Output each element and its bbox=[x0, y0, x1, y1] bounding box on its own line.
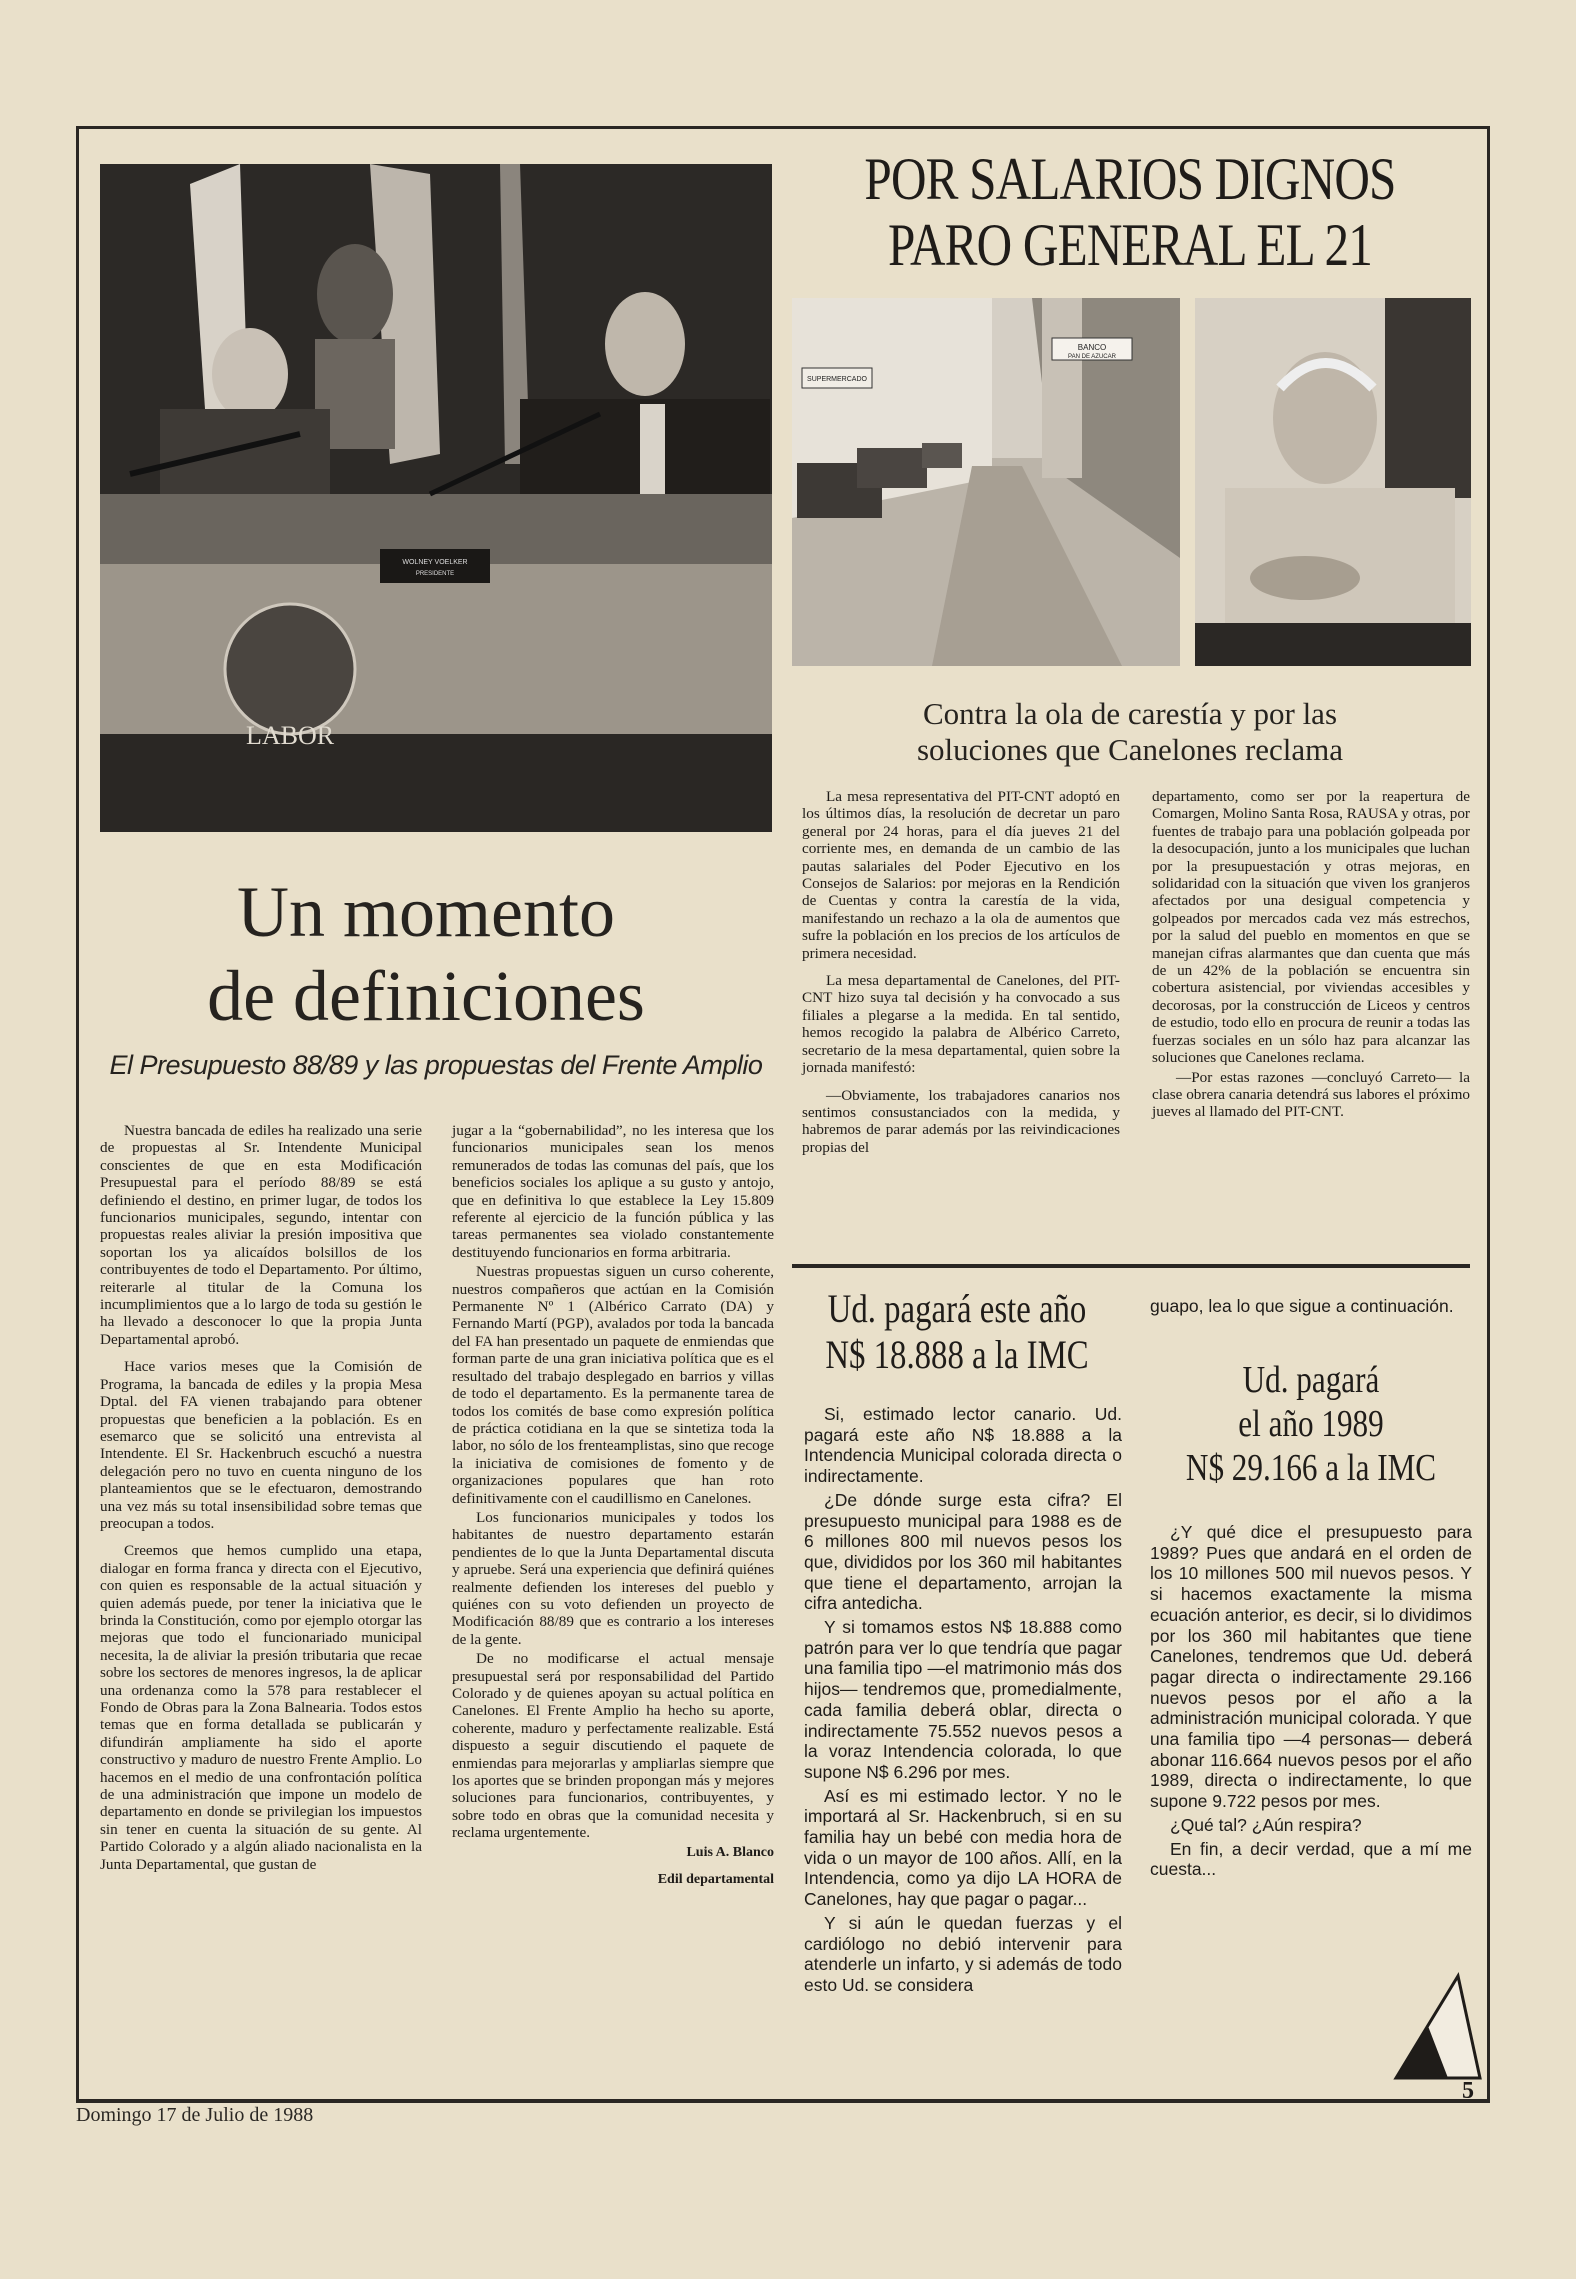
section-divider bbox=[792, 1264, 1470, 1268]
signature-name: Luis A. Blanco bbox=[686, 1844, 774, 1860]
strike-article-col2 bbox=[1152, 788, 1470, 1131]
strike-subheadline bbox=[790, 696, 1470, 768]
market-sign: SUPERMERCADO bbox=[807, 376, 867, 383]
tax-headline bbox=[822, 1286, 1093, 1378]
paragraph: Y si aún le quedan fuerzas y el cardiólogo no debió intervenir para atenderle un infarto, y si además de todo esto Ud. se considera bbox=[804, 1912, 1122, 1995]
paragraph: Y si tomamos estos N$ 18.888 como patrón para ver lo que tendría que pagar una familia tipo —el matrimonio más dos hijos— tendremos que, promedialmente, cada familia deberá oblar, directa o indirectamente 75.552 nuevos pesos a la voraz Intendencia colorada, lo que supone N$ 6.296 por mes. bbox=[804, 1617, 1122, 1782]
folded-corner-graphic bbox=[1388, 1966, 1484, 2086]
paragraph: Si, estimado lector canario. Ud. pagará este año N$ 18.888 a la Intendencia Municipal colorada directa o indirectamente. bbox=[804, 1404, 1122, 1487]
strike-subheadline-line2: soluciones que Canelones reclama bbox=[916, 732, 1344, 767]
paragraph: Nuestras propuestas siguen un curso coherente, nuestros compañeros que actúan en la Comisión Permanente Nº 1 (Albérico Carrato (DA) y Fernando Martí (PGP), avalados por toda la bancada del FA han presentado un paquete de enmiendas que forman parte de una gran iniciativa política que es el resultado del trabajo desplegado en barrios y villas de todo el departamento. Es la permanente tarea de todos los comités de base como expresión política de práctica cotidiana en la que se sintetiza toda la labor, no sólo de los frenteamplistas, sino que recoge la iniciativa de comisiones de fomento y de organizaciones populares que han roto definitivamente con el caudillismo en Canelones. bbox=[452, 1263, 774, 1507]
paragraph: guapo, lea lo que sigue a continuación. bbox=[1150, 1296, 1454, 1316]
bank-sign: BANCO bbox=[1077, 343, 1107, 352]
tax-article-col1 bbox=[804, 1404, 1122, 1999]
strike-headline-line2: PARO GENERAL EL 21 bbox=[887, 212, 1373, 278]
council-photo bbox=[100, 164, 772, 832]
page-date: Domingo 17 de Julio de 1988 bbox=[76, 2104, 314, 2126]
tax-1989-headline-line1: Ud. pagará bbox=[1242, 1359, 1380, 1401]
tax-1989-col bbox=[1150, 1522, 1472, 1883]
bank-sign-sub: PAN DE AZUCAR bbox=[1068, 354, 1116, 360]
street-photo bbox=[792, 298, 1180, 666]
tax-1989-headline bbox=[1179, 1358, 1443, 1490]
footer-rule bbox=[76, 2100, 1490, 2103]
tax-article-col2 bbox=[1150, 1296, 1472, 1320]
strike-headline bbox=[851, 146, 1409, 278]
budget-headline-line2: de definiciones bbox=[207, 956, 645, 1036]
paragraph: ¿Y qué dice el presupuesto para 1989? Pues que andará en el orden de los 10 millones 500 mil nuevos pesos. Y si hacemos exactamente la misma ecuación anterior, es decir, si lo dividimos por los 360 mil habitantes que tiene Canelones, tendremos que Ud. deberá pagar directa o indirectamente 29.166 nuevos pesos por el año a la administración municipal colorada. Y que una familia tipo —4 personas— deberá abonar 116.664 nuevos pesos por el año 1989, directa o indirectamente, lo que supone 9.722 pesos por mes. bbox=[1150, 1522, 1472, 1812]
desk-emblem-text: LABOR bbox=[245, 721, 335, 750]
paragraph: jugar a la “gobernabilidad”, no les interesa que los funcionarios municipales sean los menos remunerados de todas las comunas del país, que los beneficios sociales los aplique a su gusto y antojo, que en definitiva lo que establece la Ley 15.809 referente al ejercicio de la función pública y las tareas permanentes sea violado constantemente destituyendo funcionarios en forma arbitraria. bbox=[452, 1122, 774, 1261]
budget-subheadline: El Presupuesto 88/89 y las propuestas del Frente Amplio bbox=[109, 1050, 763, 1080]
tax-headline-line1: Ud. pagará este año bbox=[827, 1286, 1087, 1331]
page-number: 5 bbox=[1462, 2078, 1474, 2104]
budget-headline-line1: Un momento bbox=[237, 872, 615, 952]
paragraph: Nuestra bancada de ediles ha realizado una serie de propuestas al Sr. Intendente Municipal conscientes de que en esta Modificación Presupuestal para el período 88/89 se está definiendo el destino, en primer lugar, de todos los funcionarios municipales, segundo, intentar con propuestas reales aliviar la presión impositiva que soportan los ya alicaídos bolsillos de los contribuyentes de todo el Departamento. Por último, reiterarle al titular de la Comuna los incumplimientos que a lo largo de toda su gestión le ha llevado a desconocer lo que la propia Junta Departamental aprobó. bbox=[100, 1122, 422, 1348]
budget-article-col2 bbox=[452, 1122, 774, 1898]
strike-article-col1 bbox=[802, 788, 1120, 1166]
paragraph: Así es mi estimado lector. Y no le importará al Sr. Hackenbruch, si en su familia hay un bebé con media hora de vida o un mayor de 100 años. Allí, en la Intendencia, como ya dijo LA HORA de Canelones, hay que pagar o pagar... bbox=[804, 1785, 1122, 1910]
budget-article-col1 bbox=[100, 1122, 422, 1883]
paragraph: En fin, a decir verdad, que a mí me cuesta... bbox=[1150, 1838, 1472, 1880]
paragraph: —Por estas razones —concluyó Carreto— la clase obrera canaria detendrá sus labores el próximo jueves al llamado del PIT-CNT. bbox=[1152, 1068, 1470, 1121]
paragraph: Los funcionarios municipales y todos los habitantes de nuestro departamento estarán pendientes de lo que la Junta Departamental discuta y apruebe. Será una experiencia que definirá quiénes realmente defienden los intereses del pueblo y quiénes con su voto defienden un proyecto de Modificación 88/89 que es contrario a los intereses de la gente. bbox=[452, 1508, 774, 1648]
nameplate-role: PRESIDENTE bbox=[415, 571, 455, 577]
signature-role: Edil departamental bbox=[657, 1871, 774, 1887]
portrait-photo bbox=[1195, 298, 1471, 666]
paragraph: Creemos que hemos cumplido una etapa, dialogar en forma franca y directa con el Ejecutivo, con quien es responsable de la actual situación y quien además puede, por tener la iniciativa que le brinda la Constitución, como por ejemplo otorgar las mejoras que todo el funcionariado municipal necesita, la de aliviar la presión tributaria que recae sobre los sectores de menores ingresos, la de aplicar una ordenanza como la 578 para restablecer el Fondo de Obras para la Zona Balnearia. Todos estos temas que en forma detallada se publicarán y difundirán ampliamente ha sido el aporte constructivo y maduro de nuestro Frente Amplio. Lo hacemos en el medio de una confrontación política de una administración que impone un modelo de departamento en donde se privilegian los impuestos sin tener en cuenta la situación de su gente. Al Partido Colorado y a algún aliado nacionalista en la Junta Departamental, que gustan de bbox=[100, 1542, 422, 1873]
paragraph: La mesa departamental de Canelones, del PIT-CNT hizo suya tal decisión y ha convocado a sus filiales a plegarse a la medida. En tal sentido, hemos recogido la palabra de Albérico Carreto, secretario de la mesa departamental, quien sobre la jornada manifestó: bbox=[802, 972, 1120, 1077]
paragraph: La mesa representativa del PIT-CNT adoptó en los últimos días, la resolución de decretar un paro general por 24 horas, para el día jueves 21 del corriente mes, en demanda de un cambio de las pautas salariales del Poder Ejecutivo en los Consejos de Salarios: por mejoras en la Rendición de Cuentas y contra la carestía de la vida, manifestando un rechazo a la ola de aumentos que sufre la población en los precios de los artículos de primera necesidad. bbox=[802, 788, 1120, 962]
paragraph: ¿De dónde surge esta cifra? El presupuesto municipal para 1988 es de 6 millones 800 mil nuevos pesos los que, divididos por los 360 mil habitantes que tiene el departamento, arrojan la cifra antedicha. bbox=[804, 1489, 1122, 1614]
tax-headline-line2: N$ 18.888 a la IMC bbox=[825, 1332, 1089, 1377]
tax-1989-headline-line3: N$ 29.166 a la IMC bbox=[1185, 1447, 1437, 1489]
paragraph: departamento, como ser por la reapertura de Comargen, Molino Santa Rosa, RAUSA y otras, por fuentes de trabajo para una población golpeada por la desocupación, junto a los municipales que luchan por la presupuestación y otras mejoras, en solidaridad con la situación que viven los granjeros afectados por una desigual competencia y golpeados por mercados cada vez más estrechos, por la salud del pueblo en momentos en que se manejan cifras alarmantes que dan cuenta que más de un 42% de la población se encuentra sin cobertura asistencial, por viviendas accesibles y decorosas, por la construcción de Liceos y centros de estudio, todo ello en procura de reunir a todas las fuerzas sociales en un sólo haz para alcanzar las soluciones que Canelones reclama. bbox=[1152, 788, 1470, 1067]
paragraph: De no modificarse el actual mensaje presupuestal será por responsabilidad del Partido Colorado y de quienes apoyan su actual política en Canelones. El Frente Amplio ha hecho su aporte, coherente, maduro y perfectamente realizable. Está dispuesto a seguir discutiendo el paquete de enmiendas para mejorarlas y ampliarlas siempre que los aportes que se brinden propongan más y mejores soluciones para funcionarios, contribuyentes, y sobre todo en obras que la comunidad necesita y reclama urgentemente. bbox=[452, 1650, 774, 1842]
tax-1989-headline-line2: el año 1989 bbox=[1238, 1403, 1384, 1445]
paragraph: Hace varios meses que la Comisión de Programa, la bancada de ediles y la propia Mesa Dptal. del FA vienen trabajando para obtener propuestas que beneficien a la población. Es en esemarco que se solicitó una entrevista al Intendente. El Sr. Hackenbruch escuchó a nuestra delegación pero no tuvo en cuenta ninguno de los planteamientos que se le efectuaron, demostrando una vez más su total insensibilidad sobre temas que preocupan a todos. bbox=[100, 1358, 422, 1532]
strike-headline-line1: POR SALARIOS DIGNOS bbox=[864, 146, 1396, 212]
budget-headline bbox=[96, 870, 756, 1038]
strike-subheadline-line1: Contra la ola de carestía y por las bbox=[922, 696, 1338, 731]
paragraph: —Obviamente, los trabajadores canarios nos sentimos consustanciados con la medida, y habremos de parar además por las reivindicaciones propias del bbox=[802, 1086, 1120, 1156]
paragraph: ¿Qué tal? ¿Aún respira? bbox=[1170, 1814, 1362, 1835]
nameplate-name: WOLNEY VOELKER bbox=[402, 559, 468, 566]
